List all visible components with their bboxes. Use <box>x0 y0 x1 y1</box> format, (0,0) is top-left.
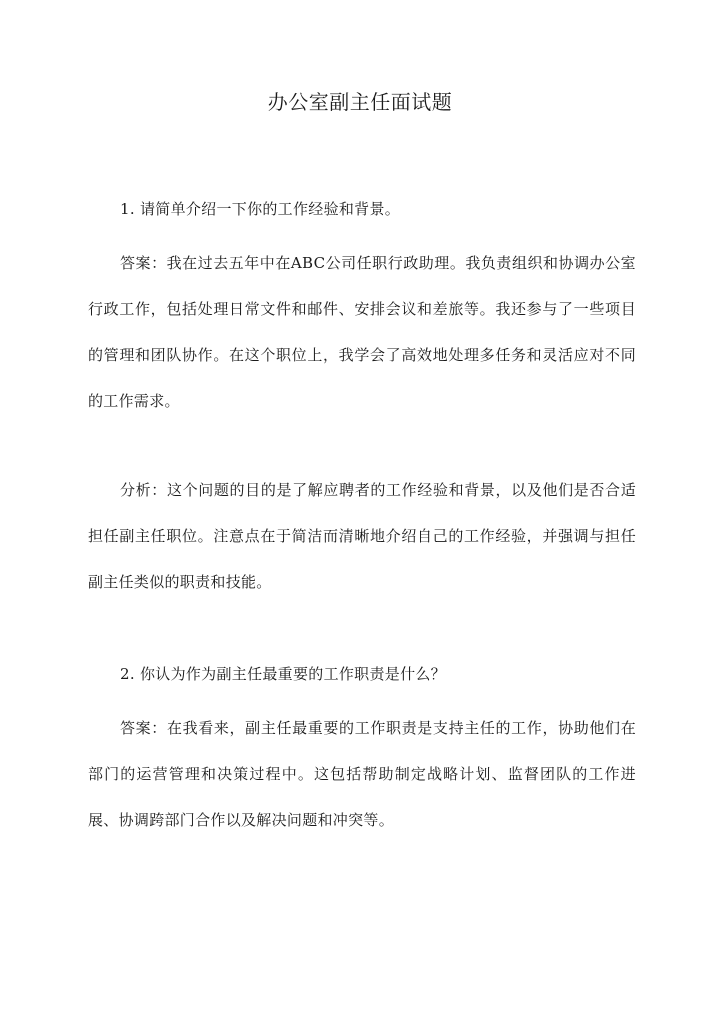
question-1: 1. 请简单介绍一下你的工作经验和背景。 <box>120 200 401 218</box>
document-title: 办公室副主任面试题 <box>267 90 453 114</box>
answer-1: 答案：我在过去五年中在ABC公司任职行政助理。我负责组织和协调办公室行政工作，包括处理日常文件和邮件、安排会议和差旅等。我还参与了一些项目的管理和团队协作。在这个职位上，我学会了高效地处理多任务和灵活应对不同的工作需求。 <box>88 254 636 410</box>
question-2: 2. 你认为作为副主任最重要的工作职责是什么？ <box>120 665 446 683</box>
answer-2: 答案：在我看来，副主任最重要的工作职责是支持主任的工作，协助他们在部门的运营管理和决策过程中。这包括帮助制定战略计划、监督团队的工作进展、协调跨部门合作以及解决问题和冲突等。 <box>88 719 636 829</box>
analysis-1: 分析：这个问题的目的是了解应聘者的工作经验和背景，以及他们是否合适担任副主任职位。注意点在于简洁而清晰地介绍自己的工作经验，并强调与担任副主任类似的职责和技能。 <box>88 481 636 591</box>
